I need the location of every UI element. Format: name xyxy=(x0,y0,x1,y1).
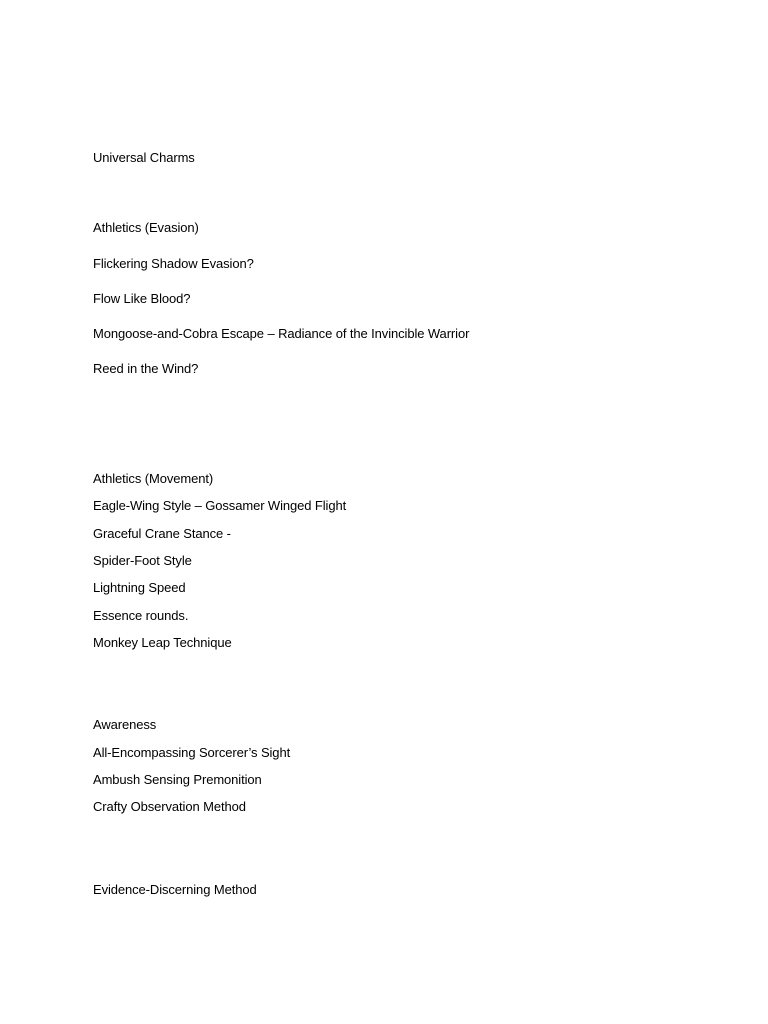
list-item: Ambush Sensing Premonition xyxy=(93,772,262,787)
list-item: Monkey Leap Technique xyxy=(93,635,232,650)
list-item: Mongoose-and-Cobra Escape – Radiance of the Invincible Warrior xyxy=(93,326,470,341)
section-heading-athletics-evasion: Athletics (Evasion) xyxy=(93,220,199,235)
list-item: Flickering Shadow Evasion? xyxy=(93,256,254,271)
list-item: Eagle-Wing Style – Gossamer Winged Flight xyxy=(93,498,347,513)
list-item: Essence rounds. xyxy=(93,608,189,623)
section-heading-awareness: Awareness xyxy=(93,717,157,732)
list-item: Spider-Foot Style xyxy=(93,553,192,568)
list-item: Graceful Crane Stance - xyxy=(93,526,231,541)
section-heading-athletics-movement: Athletics (Movement) xyxy=(93,471,214,486)
list-item: Crafty Observation Method xyxy=(93,799,246,814)
list-item: All-Encompassing Sorcerer’s Sight xyxy=(93,745,291,760)
list-item: Reed in the Wind? xyxy=(93,361,199,376)
document-title: Universal Charms xyxy=(93,150,195,165)
list-item: Flow Like Blood? xyxy=(93,291,191,306)
list-item: Evidence-Discerning Method xyxy=(93,882,257,897)
list-item: Lightning Speed xyxy=(93,580,186,595)
